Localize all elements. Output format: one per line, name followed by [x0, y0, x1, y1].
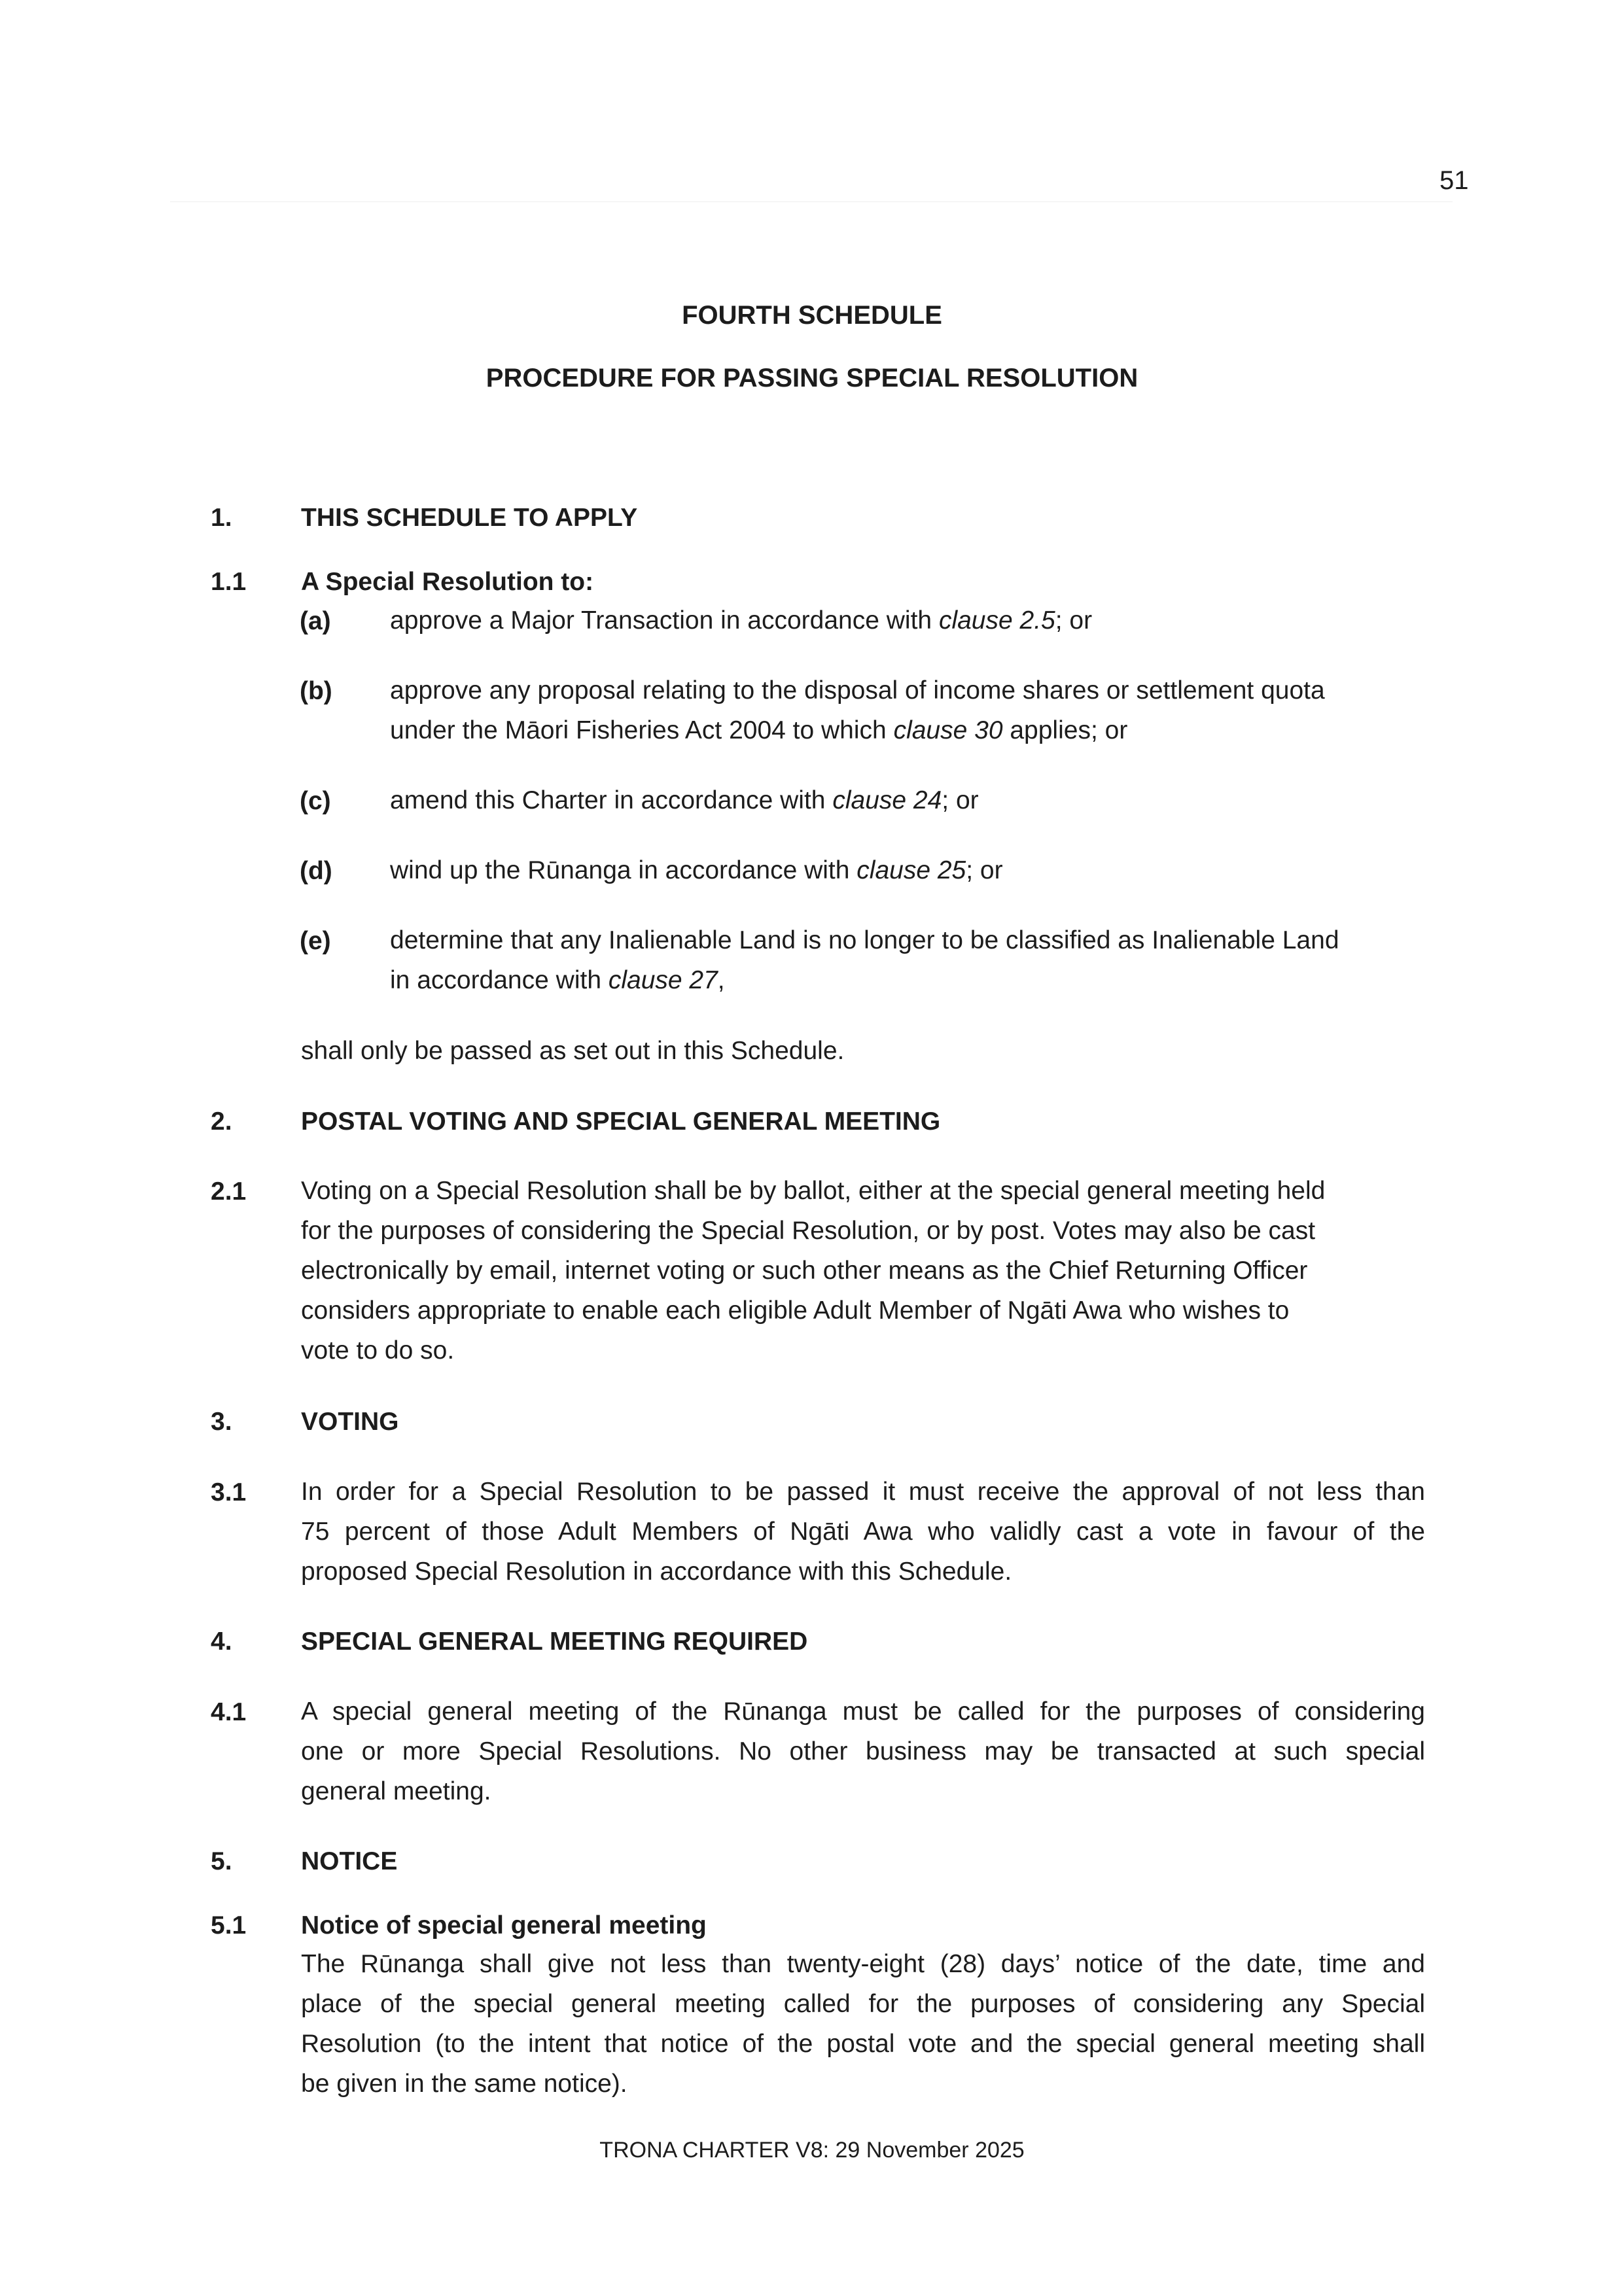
clause-1-1-number: 1.1 [211, 568, 247, 596]
page-footer: TRONA CHARTER V8: 29 November 2025 [599, 2138, 1025, 2163]
item-c-letter: (c) [300, 787, 331, 815]
schedule-subtitle: PROCEDURE FOR PASSING SPECIAL RESOLUTION [485, 364, 1139, 392]
item-e-letter: (e) [300, 927, 331, 955]
section-1-heading: THIS SCHEDULE TO APPLY [301, 504, 638, 532]
text-line: Resolution (to the intent that notice of the postal vote and the special general meeting shall [301, 2030, 1425, 2058]
text-line: 75 percent of those Adult Members of Ngāti Awa who validly cast a vote in favour of the [301, 1518, 1425, 1546]
item-b-letter: (b) [300, 677, 332, 705]
item-a-letter: (a) [300, 607, 331, 635]
item-e-text: determine that any Inalienable Land is no longer to be classified as Inalienable Land in accordance with clause 27, [390, 926, 1339, 994]
schedule-title: FOURTH SCHEDULE [682, 301, 942, 330]
clause-4-1-number: 4.1 [211, 1698, 247, 1726]
header-rule [170, 201, 1453, 202]
text-line: be given in the same notice). [301, 2070, 627, 2098]
clause-3-1-text [301, 1472, 1425, 1592]
section-4-heading: SPECIAL GENERAL MEETING REQUIRED [301, 1627, 808, 1656]
text-line: place of the special general meeting called for the purposes of considering any Special [301, 1990, 1425, 2018]
clause-5-1-heading: Notice of special general meeting [301, 1911, 707, 1939]
section-4-number: 4. [211, 1627, 232, 1656]
clause-3-1-number: 3.1 [211, 1478, 247, 1506]
text-line: general meeting. [301, 1777, 491, 1805]
item-c-text: amend this Charter in accordance with clause 24; or [390, 786, 979, 814]
clause-5-1-number: 5.1 [211, 1911, 247, 1939]
text-line: In order for a Special Resolution to be passed it must receive the approval of not less than [301, 1478, 1425, 1506]
text-line: proposed Special Resolution in accordance with this Schedule. [301, 1557, 1012, 1586]
section-2-number: 2. [211, 1107, 232, 1136]
text-line: A special general meeting of the Rūnanga must be called for the purposes of considering [301, 1697, 1425, 1726]
item-b-text: approve any proposal relating to the disposal of income shares or settlement quota under the Māori Fisheries Act 2004 to which clause 30 applies; or [390, 676, 1325, 744]
text-line: one or more Special Resolutions. No other business may be transacted at such special [301, 1737, 1425, 1765]
clause-1-1-closing: shall only be passed as set out in this Schedule. [301, 1037, 845, 1065]
section-5-number: 5. [211, 1847, 232, 1875]
item-d-letter: (d) [300, 857, 332, 885]
section-2-heading: POSTAL VOTING AND SPECIAL GENERAL MEETING [301, 1107, 941, 1136]
section-3-heading: VOTING [301, 1408, 399, 1436]
item-d-text: wind up the Rūnanga in accordance with clause 25; or [390, 856, 1003, 884]
section-1-number: 1. [211, 504, 232, 532]
clause-2-1-text: Voting on a Special Resolution shall be by ballot, either at the special general meeting held for the purposes of considering the Special Resolution, or by post. Votes may also be cast electronically by email, internet voting or such other means as the Chief Returning Officer considers appropriate to enable each eligible Adult Member of Ngāti Awa who wishes to vote to do so. [301, 1177, 1326, 1365]
item-a-text: approve a Major Transaction in accordance with clause 2.5; or [390, 606, 1093, 635]
clause-1-1-heading: A Special Resolution to: [301, 568, 594, 596]
clause-5-1-text [301, 1944, 1425, 2104]
section-3-number: 3. [211, 1408, 232, 1436]
clause-4-1-text [301, 1692, 1425, 1811]
section-5-heading: NOTICE [301, 1847, 398, 1875]
text-line: The Rūnanga shall give not less than twenty-eight (28) days’ notice of the date, time and [301, 1950, 1425, 1978]
clause-2-1-number: 2.1 [211, 1177, 247, 1206]
page-number: 51 [1439, 166, 1469, 195]
